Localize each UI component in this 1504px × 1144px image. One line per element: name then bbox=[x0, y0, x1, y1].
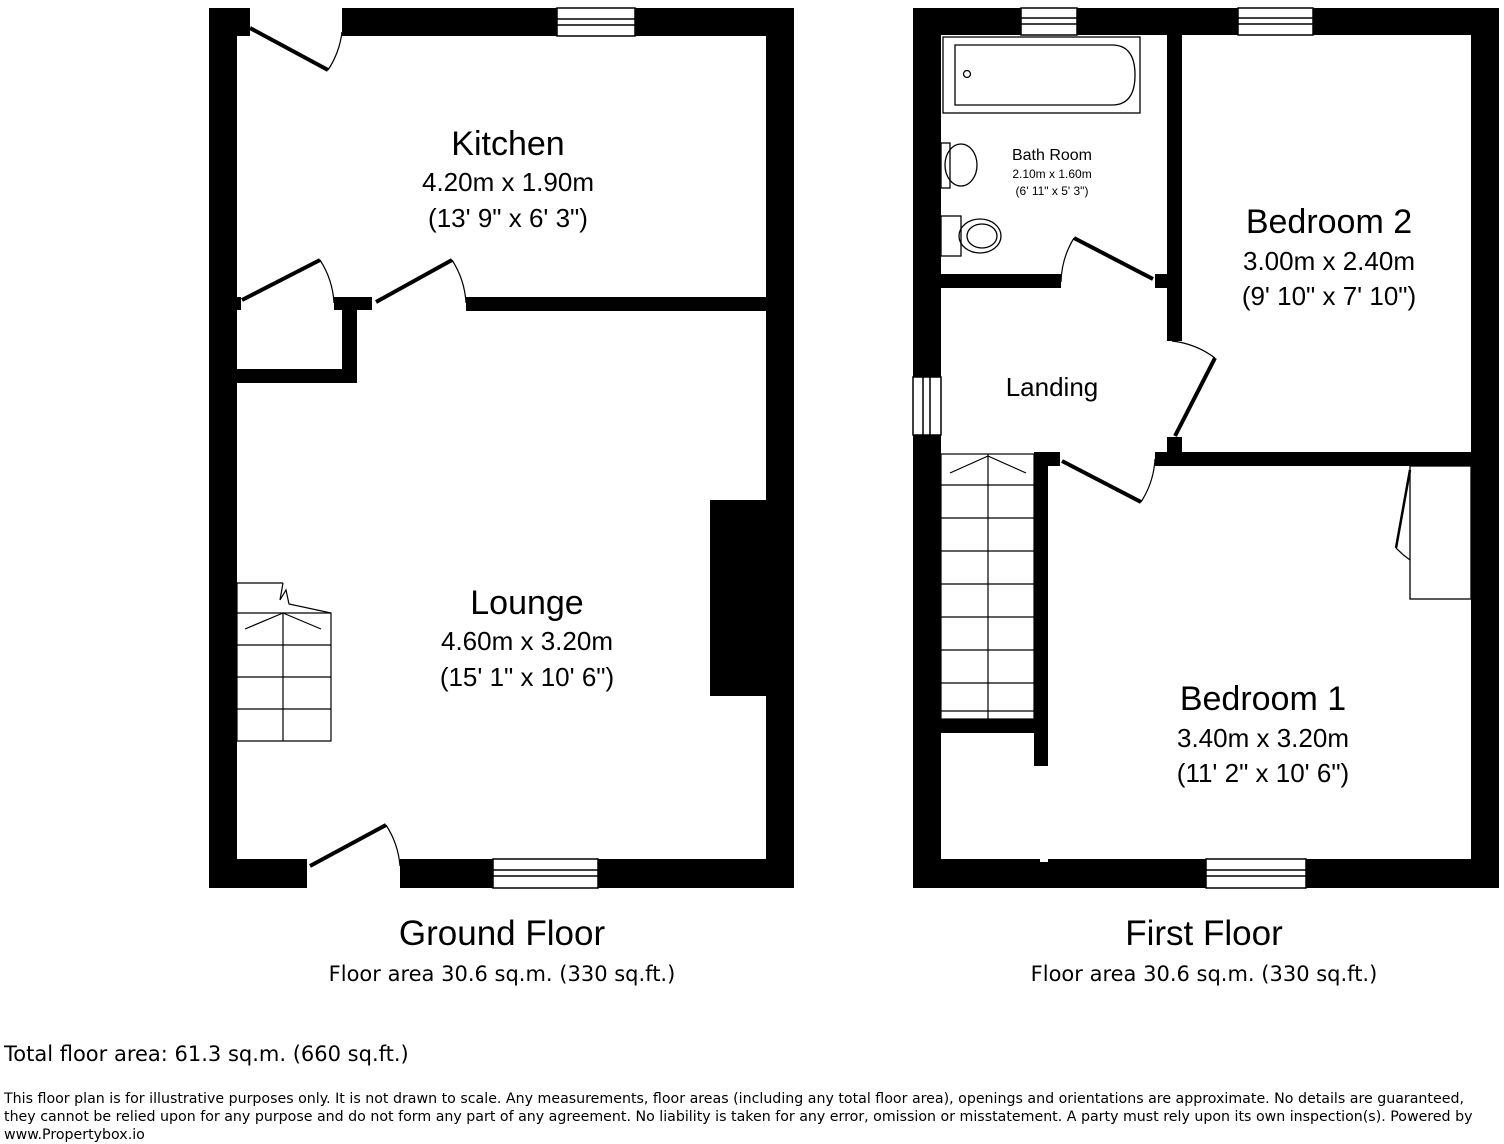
toilet-icon bbox=[941, 216, 1001, 256]
basin-icon bbox=[941, 143, 977, 188]
landing-window-icon bbox=[913, 377, 941, 435]
first-floor-title: First Floor bbox=[1125, 914, 1283, 953]
bedroom1-name: Bedroom 1 bbox=[1179, 680, 1347, 718]
first-floor-plan bbox=[913, 8, 1499, 888]
bedroom1-imperial: (11' 2" x 10' 6") bbox=[1176, 758, 1350, 788]
kitchen-window-icon bbox=[557, 8, 635, 36]
pantry-door-icon bbox=[242, 260, 334, 303]
bathroom-door-icon bbox=[1061, 238, 1153, 282]
bedroom1-metric: 3.40m x 3.20m bbox=[1177, 723, 1349, 753]
bathtub-icon bbox=[943, 37, 1140, 113]
first-staircase bbox=[941, 454, 1034, 719]
first-outer-walls bbox=[913, 8, 1499, 888]
disclaimer-text: This floor plan is for illustrative purposes only. It is not drawn to scale. Any measurements, floor areas (including any total floor area), openings and orientations are approximate. No details are guaranteed, they cannot be relied upon for any purpose and do not form any part of any agreement. No liability is taken for any error, omission or misstatement. A party must rely upon its own inspection(s). Powered by www.Propertybox.io bbox=[4, 1091, 1473, 1143]
kitchen-imperial: (13' 9" x 6' 3") bbox=[428, 203, 588, 233]
chimney-breast bbox=[710, 500, 766, 696]
lounge-metric: 4.60m x 3.20m bbox=[441, 626, 613, 656]
bedroom2-window-icon bbox=[1238, 8, 1313, 35]
bedroom1-window-icon bbox=[1206, 859, 1306, 888]
ground-staircase bbox=[237, 583, 331, 741]
bathroom-metric: 2.10m x 1.60m bbox=[1012, 167, 1092, 181]
lounge-name: Lounge bbox=[470, 584, 584, 622]
first-floor-area: Floor area 30.6 sq.m. (330 sq.ft.) bbox=[1030, 962, 1378, 986]
ground-floor-area: Floor area 30.6 sq.m. (330 sq.ft.) bbox=[328, 962, 676, 986]
bedroom2-metric: 3.00m x 2.40m bbox=[1243, 246, 1415, 276]
bedroom1-door-icon bbox=[1062, 459, 1155, 502]
bedroom2-door-icon bbox=[1172, 341, 1215, 436]
kitchen-name: Kitchen bbox=[451, 125, 565, 163]
bathroom-window-icon bbox=[1021, 8, 1077, 35]
ground-floor-title: Ground Floor bbox=[398, 914, 606, 953]
lounge-imperial: (15' 1" x 10' 6") bbox=[439, 662, 615, 692]
lounge-window-icon bbox=[493, 859, 598, 888]
wardrobe-icon bbox=[1396, 466, 1471, 599]
landing-name: Landing bbox=[1005, 372, 1099, 402]
bedroom2-imperial: (9' 10" x 7' 10") bbox=[1241, 281, 1417, 311]
total-floor-area: Total floor area: 61.3 sq.m. (660 sq.ft.) bbox=[4, 1042, 409, 1066]
bathroom-name: Bath Room bbox=[1011, 147, 1093, 164]
bathroom-imperial: (6' 11" x 5' 3") bbox=[1015, 184, 1089, 198]
kitchen-lounge-door-icon bbox=[376, 260, 466, 303]
bedroom2-name: Bedroom 2 bbox=[1245, 203, 1413, 241]
ground-floor-plan bbox=[209, 6, 794, 890]
kitchen-metric: 4.20m x 1.90m bbox=[422, 167, 594, 197]
